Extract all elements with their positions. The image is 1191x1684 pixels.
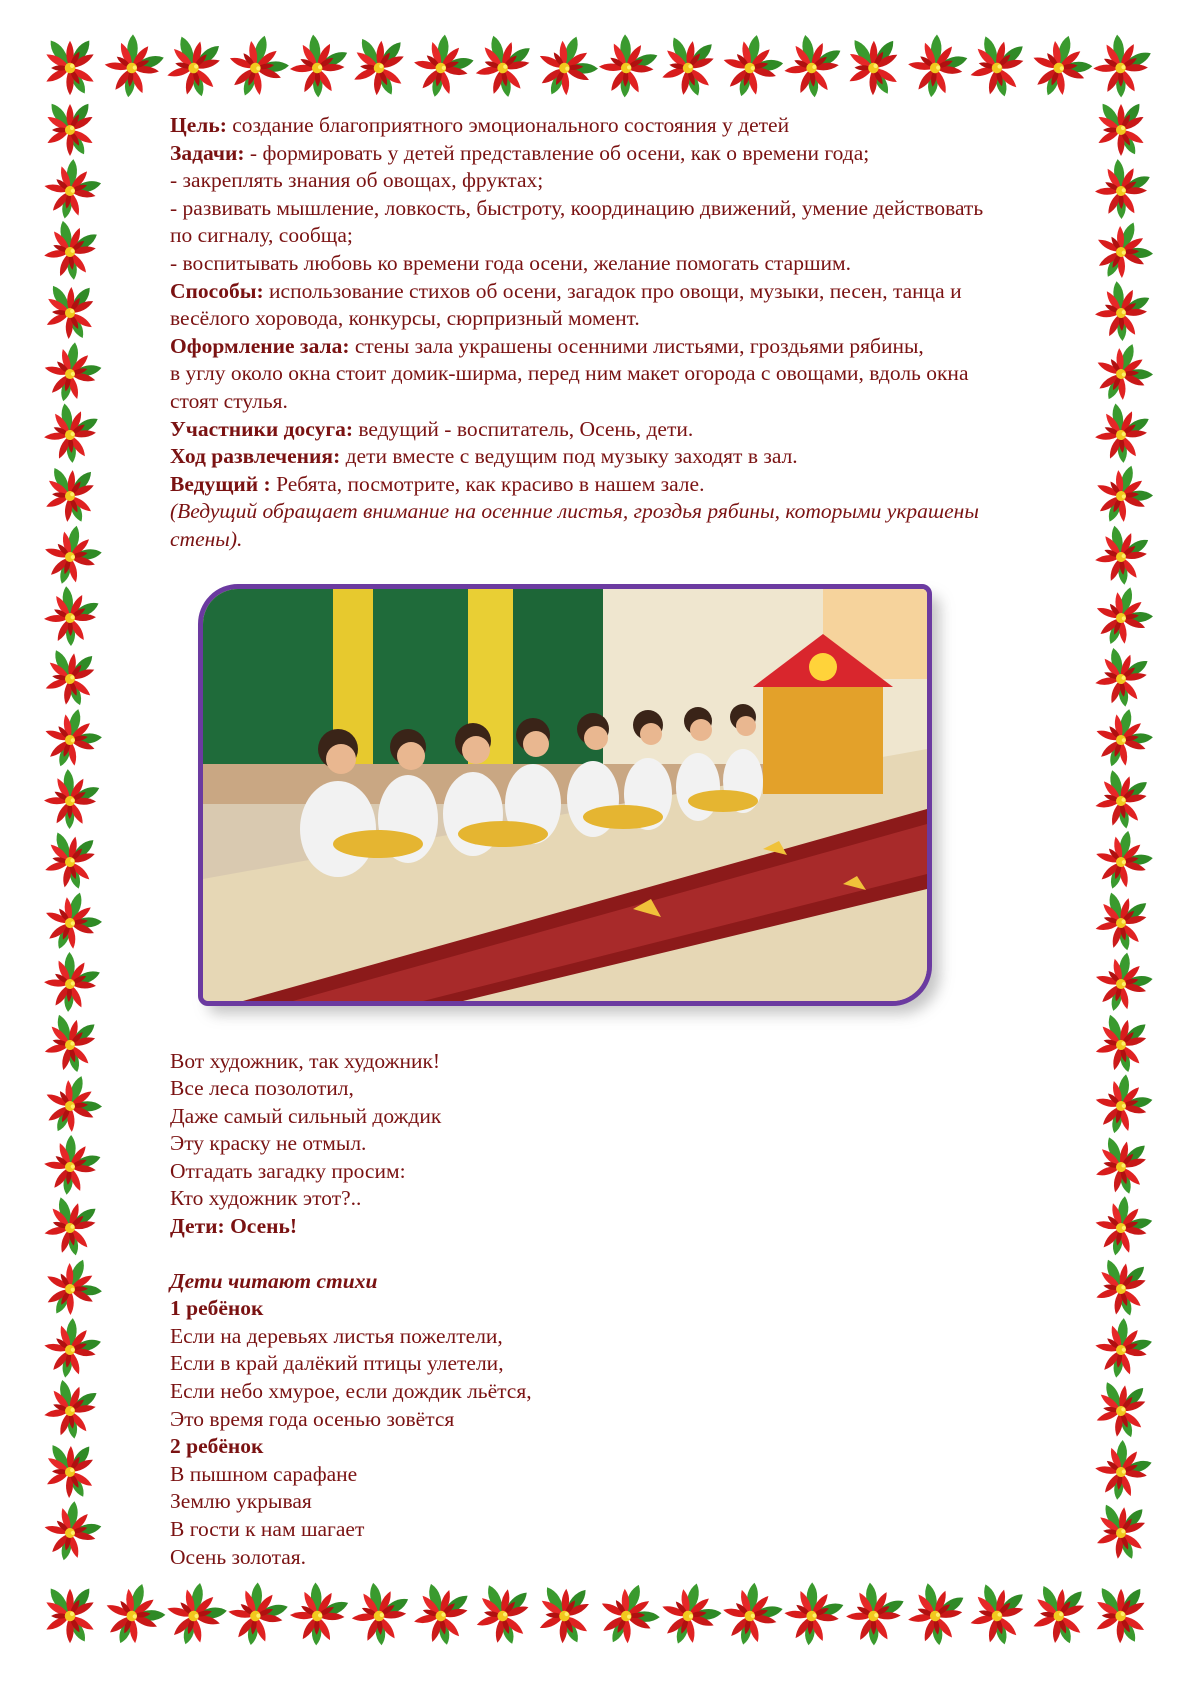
child2-line: В пышном сарафане (170, 1461, 358, 1486)
riddle-line: Все леса позолотил, (170, 1076, 354, 1101)
poinsettia-flower-icon (34, 519, 108, 592)
poinsettia-flower-icon (35, 1253, 108, 1323)
poinsettia-flower-icon (34, 336, 108, 410)
poinsettia-flower-icon (658, 34, 718, 100)
poinsettia-flower-icon (34, 153, 107, 227)
child2-line: В гости к нам шагает (170, 1517, 365, 1541)
task-item: по сигналу, сообща; (170, 223, 353, 248)
poinsettia-flower-icon (965, 32, 1029, 102)
host-text: Ребята, посмотрите, как красиво в нашем зале. (270, 471, 705, 496)
poinsettia-flower-icon (590, 29, 665, 106)
poinsettia-flower-icon (1085, 29, 1158, 105)
poinsettia-flower-icon (45, 37, 96, 95)
children-answer: Дети: Осень! (170, 1214, 298, 1239)
poinsettia-flower-icon (1094, 1501, 1149, 1562)
poinsettia-flower-icon (35, 1129, 107, 1203)
poinsettia-flower-icon (408, 1579, 474, 1650)
poinsettia-flower-icon (1095, 1585, 1147, 1644)
poinsettia-flower-icon (95, 28, 171, 105)
poems-heading: Дети читают стихи (170, 1268, 378, 1293)
child1-line: Это время года осенью зовётся (170, 1406, 455, 1431)
poinsettia-flower-icon (34, 1070, 107, 1141)
riddle-line: Эту краску не отмыл. (170, 1131, 367, 1156)
poinsettia-flower-icon (527, 30, 604, 105)
photo-frame (198, 584, 932, 1006)
poinsettia-flower-icon (38, 216, 104, 286)
poinsettia-flower-icon (1093, 1378, 1150, 1440)
participants-text: ведущий - воспитатель, Осень, дети. (353, 416, 694, 441)
poinsettia-flower-icon (351, 35, 407, 98)
poinsettia-flower-icon (39, 1193, 102, 1261)
poinsettia-flower-icon (34, 703, 108, 776)
participants-label: Участники досуга: (170, 416, 353, 441)
poinsettia-flower-icon (1021, 29, 1098, 105)
poinsettia-flower-icon (34, 1495, 107, 1569)
poinsettia-flower-icon (589, 1578, 666, 1653)
poinsettia-flower-icon (40, 1011, 101, 1077)
poinsettia-flower-icon (282, 29, 354, 104)
hall-text-cont: стоят стулья. (170, 388, 288, 413)
poinsettia-flower-icon (41, 829, 100, 893)
spacer (170, 1241, 1100, 1268)
child1-line: Если в край далёкий птицы улетели, (170, 1351, 504, 1376)
child1-label: 1 ребёнок (170, 1296, 264, 1321)
goal-label: Цель: (170, 113, 227, 137)
course-label: Ход развлечения: (170, 444, 341, 469)
poinsettia-flower-icon (1030, 1582, 1089, 1647)
poinsettia-flower-icon (38, 1375, 103, 1444)
tasks-first: - формировать у детей представление об осени, как о времени года; (244, 140, 870, 165)
hall-text: стены зала украшены осенними листьями, гроздьями рябины, (349, 333, 924, 358)
poinsettia-flower-icon (838, 1577, 911, 1653)
poinsettia-flower-icon (472, 1581, 533, 1648)
poinsettia-flower-icon (469, 31, 536, 103)
poinsettia-flower-icon (162, 32, 226, 101)
riddle-line: Отгадать загадку просим: (170, 1158, 406, 1183)
child1-line: Если небо хмурое, если дождик льётся, (170, 1379, 532, 1404)
poinsettia-flower-icon (34, 1312, 107, 1386)
hall-text-cont: в углу около окна стоит домик-ширма, перед ним макет огорода с овощами, вдоль окна (170, 361, 969, 386)
remark-line: стены). (170, 526, 243, 551)
riddle-line: Вот художник, так художник! (170, 1048, 441, 1073)
goal-text: создание благоприятного эмоционального состояния у детей (226, 113, 790, 137)
poinsettia-flower-icon (42, 646, 99, 708)
poinsettia-flower-icon (1091, 1133, 1151, 1198)
poinsettia-flower-icon (46, 101, 95, 157)
goal-line (170, 112, 1100, 140)
riddle-poem (170, 1048, 1100, 1572)
poinsettia-flower-icon (537, 1584, 592, 1646)
methods-line (170, 278, 1100, 306)
poinsettia-flower-icon (218, 1576, 294, 1653)
poinsettia-flower-icon (94, 1577, 171, 1653)
poinsettia-flower-icon (965, 1580, 1029, 1650)
remark-line: (Ведущий обращает внимание на осенние листья, гроздья рябины, которыми украшены (170, 499, 979, 524)
document-body (170, 112, 1100, 1571)
course-text: дети вместе с ведущим под музыку заходят в зал. (340, 444, 798, 469)
participants-line (170, 416, 1100, 444)
methods-text: использование стихов об осени, загадок про овощи, музыки, песен, танца и (263, 278, 962, 303)
poinsettia-flower-icon (156, 1576, 233, 1653)
poinsettia-flower-icon (37, 398, 104, 469)
poinsettia-flower-icon (35, 946, 106, 1019)
poinsettia-flower-icon (43, 465, 97, 525)
poinsettia-flower-icon (34, 886, 108, 958)
poinsettia-flower-icon (775, 1576, 851, 1653)
task-item: - закреплять знания об овощах, фруктах; (170, 168, 544, 193)
poinsettia-flower-icon (898, 28, 974, 105)
poinsettia-flower-icon (45, 1585, 96, 1643)
host-line (170, 471, 1100, 499)
poinsettia-flower-icon (1097, 101, 1146, 157)
host-label: Ведущий : (170, 471, 271, 496)
hall-label: Оформление зала: (170, 333, 350, 358)
riddle-line: Даже самый сильный дождик (170, 1103, 442, 1128)
child2-label: 2 ребёнок (170, 1434, 264, 1459)
poinsettia-flower-icon (36, 764, 106, 837)
poinsettia-flower-icon (650, 1577, 727, 1654)
poinsettia-flower-icon (36, 581, 105, 653)
poinsettia-flower-icon (901, 1578, 970, 1651)
poinsettia-flower-icon (45, 1442, 95, 1499)
methods-label: Способы: (170, 278, 264, 303)
event-photo (198, 584, 930, 1008)
hall-line (170, 333, 1100, 361)
task-item: - развивать мышление, ловкость, быстроту, координацию движений, умение действовать (170, 195, 984, 220)
riddle-line: Кто художник этот?.. (170, 1186, 362, 1211)
poinsettia-flower-icon (281, 1577, 355, 1653)
poinsettia-flower-icon (403, 28, 480, 105)
tasks-line (170, 140, 1100, 168)
poinsettia-flower-icon (847, 37, 899, 96)
children-sitting-illustration (203, 589, 927, 1001)
poinsettia-flower-icon (1092, 1256, 1150, 1320)
poinsettia-flower-icon (44, 283, 95, 341)
child2-line: Землю укрывая (170, 1489, 312, 1514)
methods-text-cont: весёлого хоровода, конкурсы, сюрпризный момент. (170, 306, 640, 331)
tasks-label: Задачи: (170, 140, 245, 165)
poinsettia-flower-icon (777, 30, 847, 104)
poinsettia-flower-icon (344, 1578, 415, 1652)
task-item: - воспитывать любовь ко времени года осени, желание помогать старшим. (170, 250, 852, 275)
poinsettia-flower-icon (712, 29, 789, 106)
poinsettia-flower-icon (218, 29, 295, 105)
child2-line: Осень золотая. (170, 1544, 307, 1569)
poinsettia-flower-icon (712, 1576, 789, 1653)
child1-line: Если на деревьях листья пожелтели, (170, 1323, 503, 1348)
course-line (170, 443, 1100, 471)
